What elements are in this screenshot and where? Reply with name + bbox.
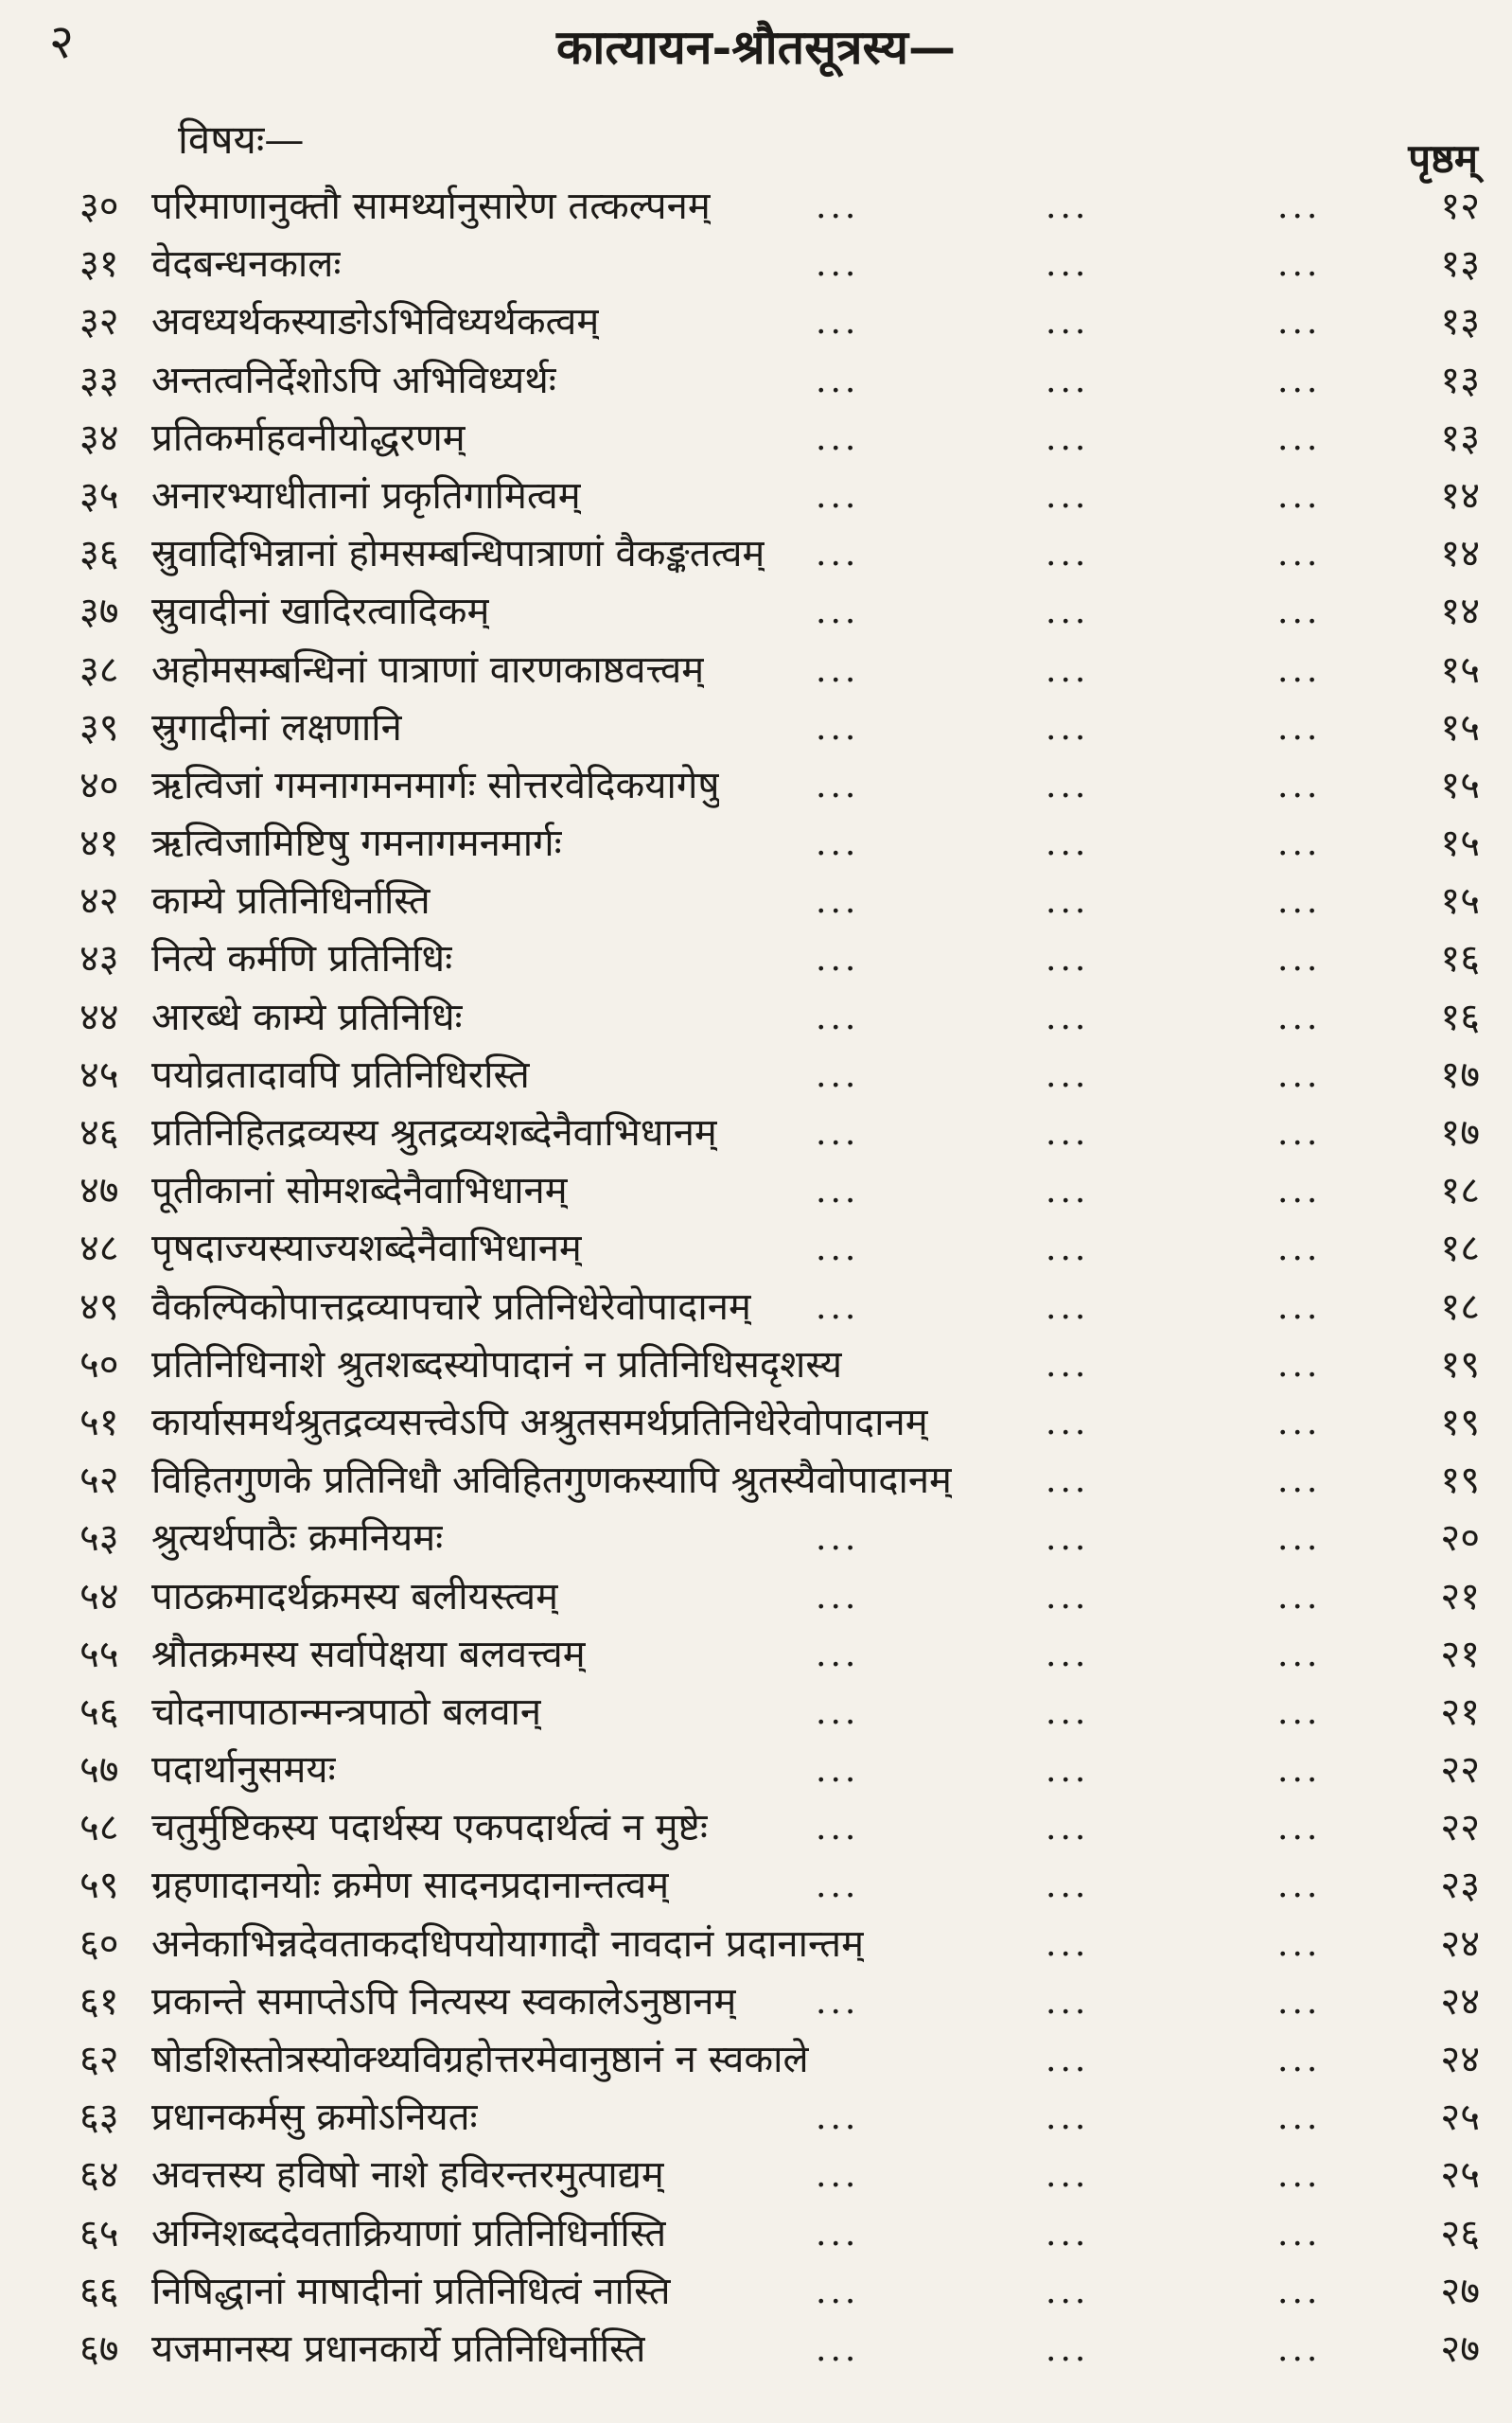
entry-number: ४४ <box>79 995 119 1039</box>
toc-row <box>0 1452 1512 1510</box>
leader-dots: ... <box>1046 1172 1090 1212</box>
entry-page: १३ <box>1440 242 1480 287</box>
entry-number: ५२ <box>79 1459 119 1503</box>
entry-title: नित्ये कर्मणि प्रतिनिधिः <box>151 937 453 982</box>
leader-dots: ... <box>1277 1924 1322 1964</box>
entry-title: यजमानस्य प्रधानकार्ये प्रतिनिधिर्नास्ति <box>151 2326 646 2371</box>
entry-page: १४ <box>1440 473 1480 518</box>
toc-row <box>0 1916 1512 1973</box>
leader-dots: ... <box>1277 2329 1322 2369</box>
leader-dots: ... <box>1046 2098 1090 2138</box>
entry-title: परिमाणानुक्तौ सामर्थ्यानुसारेण तत्कल्पनम् <box>151 185 711 228</box>
entry-number: ४५ <box>79 1052 119 1097</box>
leader-dots: ... <box>1046 766 1090 805</box>
leader-dots: ... <box>816 592 860 632</box>
entry-title: चतुर्मुष्टिकस्य पदार्थस्य एकपदार्थत्वं न मुष्टेः <box>151 1806 708 1850</box>
entry-page: २२ <box>1440 1806 1480 1850</box>
leader-dots: ... <box>816 940 860 980</box>
entry-page: २७ <box>1440 2326 1480 2371</box>
entry-title: प्रतिकर्माहवनीयोद्धरणम् <box>151 416 466 460</box>
toc-row <box>0 293 1512 351</box>
leader-dots: ... <box>1046 2156 1090 2196</box>
entry-title: अग्निशब्ददेवताक्रियाणां प्रतिनिधिर्नास्ति <box>151 2211 667 2255</box>
leader-dots: ... <box>1046 361 1090 400</box>
leader-dots: ... <box>816 708 860 748</box>
toc-row <box>0 1626 1512 1684</box>
entry-page: १९ <box>1440 1400 1480 1444</box>
toc-row <box>0 1510 1512 1567</box>
leader-dots: ... <box>1277 418 1322 458</box>
entry-title: स्रुगादीनां लक्षणानि <box>151 705 402 750</box>
toc-row <box>0 352 1512 410</box>
leader-dots: ... <box>1277 361 1322 400</box>
leader-dots: ... <box>1277 1635 1322 1674</box>
leader-dots: ... <box>816 882 860 922</box>
leader-dots: ... <box>1046 708 1090 748</box>
leader-dots: ... <box>816 1519 860 1559</box>
toc-row <box>0 2147 1512 2204</box>
leader-dots: ... <box>1046 1982 1090 2022</box>
entry-title: चोदनापाठान्मन्त्रपाठो बलवान् <box>151 1689 542 1734</box>
leader-dots: ... <box>1277 2272 1322 2311</box>
entry-number: ४३ <box>79 937 119 982</box>
leader-dots: ... <box>1046 650 1090 690</box>
toc-row <box>0 699 1512 757</box>
leader-dots: ... <box>1046 1924 1090 1964</box>
leader-dots: ... <box>1046 1055 1090 1095</box>
toc-row <box>0 2321 1512 2379</box>
toc-row <box>0 583 1512 641</box>
leader-dots: ... <box>1277 303 1322 343</box>
entry-page: १५ <box>1440 763 1480 807</box>
entry-title: पृषदाज्यस्याज्यशब्देनैवाभिधानम् <box>151 1227 582 1271</box>
leader-dots: ... <box>816 1287 860 1327</box>
toc-row <box>0 642 1512 699</box>
leader-dots: ... <box>816 361 860 400</box>
toc-row <box>0 1742 1512 1799</box>
entry-number: ३१ <box>79 242 119 287</box>
leader-dots: ... <box>1277 1866 1322 1906</box>
leader-dots: ... <box>816 2272 860 2311</box>
entry-number: ५९ <box>79 1864 119 1908</box>
entry-page: १६ <box>1440 995 1480 1039</box>
entry-page: १६ <box>1440 937 1480 982</box>
leader-dots: ... <box>1277 1982 1322 2022</box>
entry-number: ५४ <box>79 1574 119 1618</box>
entry-title: निषिद्धानां माषादीनां प्रतिनिधित्वं नास्ति <box>151 2269 671 2313</box>
leader-dots: ... <box>1046 940 1090 980</box>
leader-dots: ... <box>1277 1751 1322 1791</box>
toc-row <box>0 989 1512 1047</box>
leader-dots: ... <box>1046 1519 1090 1559</box>
page-number: २ <box>49 14 74 69</box>
leader-dots: ... <box>1046 1751 1090 1791</box>
leader-dots: ... <box>1277 245 1322 285</box>
entry-number: ४८ <box>79 1227 119 1271</box>
toc-row <box>0 1394 1512 1452</box>
leader-dots: ... <box>1277 2041 1322 2079</box>
leader-dots: ... <box>816 2156 860 2196</box>
entry-title: प्रतिनिहितद्रव्यस्य श्रुतद्रव्यशब्देनैवाभिधानम् <box>151 1111 717 1155</box>
entry-page: १५ <box>1440 822 1480 866</box>
leader-dots: ... <box>1046 2041 1090 2079</box>
entry-number: ६६ <box>79 2269 119 2313</box>
leader-dots: ... <box>1277 766 1322 805</box>
leader-dots: ... <box>816 998 860 1037</box>
entry-title: पूतीकानां सोमशब्देनैवाभिधानम् <box>151 1169 568 1213</box>
entry-number: ३५ <box>79 473 119 518</box>
leader-dots: ... <box>1277 187 1322 226</box>
entry-title: पदार्थानुसमयः <box>151 1748 336 1793</box>
leader-dots: ... <box>816 1982 860 2022</box>
entry-title: अनेकाभिन्नदेवताकदधिपयोयागादौ नावदानं प्रदानान्तम् <box>151 1921 864 1966</box>
entry-page: १९ <box>1440 1342 1480 1387</box>
entry-page: २७ <box>1440 2269 1480 2313</box>
leader-dots: ... <box>816 650 860 690</box>
entry-page: १२ <box>1440 185 1480 228</box>
entry-title: कार्यासमर्थश्रुतद्रव्यसत्त्वेऽपि अश्रुतसमर्थप्रतिनिधेरेवोपादानम् <box>151 1400 928 1444</box>
entry-title: स्रुवादिभिन्नानां होमसम्बन्धिपात्राणां वैकङ्कतत्वम् <box>151 532 765 576</box>
toc-row <box>0 1336 1512 1394</box>
entry-page: २० <box>1440 1516 1480 1561</box>
leader-dots: ... <box>1277 1345 1322 1385</box>
leader-dots: ... <box>816 1692 860 1732</box>
toc-row <box>0 815 1512 873</box>
leader-dots: ... <box>1277 708 1322 748</box>
leader-dots: ... <box>1277 1287 1322 1327</box>
leader-dots: ... <box>1277 1692 1322 1732</box>
entry-title: श्रुत्यर्थपाठैः क्रमनियमः <box>151 1516 444 1561</box>
leader-dots: ... <box>1046 187 1090 226</box>
entry-page: १८ <box>1440 1284 1480 1329</box>
toc-row <box>0 2205 1512 2263</box>
entry-page: २५ <box>1440 2096 1480 2140</box>
leader-dots: ... <box>1277 476 1322 516</box>
leader-dots: ... <box>816 2329 860 2369</box>
toc-row <box>0 468 1512 525</box>
entry-number: ५६ <box>79 1689 119 1734</box>
leader-dots: ... <box>816 824 860 864</box>
entry-number: ३९ <box>79 705 119 750</box>
entry-title: प्रकान्ते समाप्तेऽपि नित्यस्य स्वकालेऽनुष्ठानम् <box>151 1979 737 2024</box>
entry-page: १८ <box>1440 1227 1480 1271</box>
entry-title: काम्ये प्रतिनिधिर्नास्ति <box>151 879 431 924</box>
entry-page: २५ <box>1440 2153 1480 2198</box>
leader-dots: ... <box>1046 1866 1090 1906</box>
leader-dots: ... <box>1277 2098 1322 2138</box>
leader-dots: ... <box>1277 592 1322 632</box>
entry-number: ३६ <box>79 532 119 576</box>
entry-page: २४ <box>1440 1921 1480 1966</box>
entry-page: १५ <box>1440 705 1480 750</box>
entry-page: २६ <box>1440 2211 1480 2255</box>
entry-page: २४ <box>1440 1979 1480 2024</box>
entry-number: ४६ <box>79 1111 119 1155</box>
leader-dots: ... <box>816 1577 860 1617</box>
toc-row <box>0 930 1512 988</box>
entry-title: अनारभ्याधीतानां प्रकृतिगामित्वम् <box>151 473 581 518</box>
leader-dots: ... <box>1046 1809 1090 1848</box>
entry-title: षोडशिस्तोत्रस्योक्थ्यविग्रहोत्तरमेवानुष्ठानं न स्वकाले <box>151 2038 809 2081</box>
entry-number: ६२ <box>79 2038 119 2081</box>
entry-page: २१ <box>1440 1574 1480 1618</box>
leader-dots: ... <box>1046 2272 1090 2311</box>
leader-dots: ... <box>1046 1692 1090 1732</box>
leader-dots: ... <box>1277 1403 1322 1442</box>
leader-dots: ... <box>1277 535 1322 575</box>
leader-dots: ... <box>816 187 860 226</box>
entry-title: अन्तत्वनिर्देशोऽपि अभिविध्यर्थः <box>151 358 556 402</box>
leader-dots: ... <box>1046 303 1090 343</box>
toc-row <box>0 525 1512 583</box>
leader-dots: ... <box>1046 1461 1090 1501</box>
entry-title: अहोमसम्बन्धिनां पात्राणां वारणकाष्ठवत्त्वम् <box>151 647 705 692</box>
entry-page: १५ <box>1440 647 1480 692</box>
leader-dots: ... <box>816 2214 860 2254</box>
leader-dots: ... <box>816 1114 860 1153</box>
toc-row <box>0 236 1512 293</box>
entry-page: २१ <box>1440 1689 1480 1734</box>
entry-number: ४१ <box>79 822 119 866</box>
leader-dots: ... <box>816 535 860 575</box>
entry-page: १३ <box>1440 416 1480 460</box>
entry-number: ६५ <box>79 2211 119 2255</box>
leader-dots: ... <box>1046 2329 1090 2369</box>
leader-dots: ... <box>816 1866 860 1906</box>
leader-dots: ... <box>816 1229 860 1269</box>
leader-dots: ... <box>816 245 860 285</box>
leader-dots: ... <box>1046 824 1090 864</box>
entry-page: १७ <box>1440 1111 1480 1155</box>
toc-row <box>0 1105 1512 1162</box>
entry-title: वेदबन्धनकालः <box>151 242 342 287</box>
leader-dots: ... <box>1046 1577 1090 1617</box>
entry-title: ऋत्विजां गमनागमनमार्गः सोत्तरवेदिकयागेषु <box>151 763 720 807</box>
leader-dots: ... <box>1277 1172 1322 1212</box>
entry-number: ३२ <box>79 300 119 345</box>
entry-number: ५७ <box>79 1748 119 1793</box>
entry-page: २३ <box>1440 1864 1480 1908</box>
leader-dots: ... <box>1046 1345 1090 1385</box>
toc-row <box>0 1973 1512 2031</box>
entry-page: १९ <box>1440 1459 1480 1503</box>
leader-dots: ... <box>1046 1287 1090 1327</box>
entry-page: २१ <box>1440 1632 1480 1676</box>
entry-number: ५१ <box>79 1400 119 1444</box>
leader-dots: ... <box>1277 1577 1322 1617</box>
toc-row <box>0 1047 1512 1105</box>
leader-dots: ... <box>1277 882 1322 922</box>
entry-title: ऋत्विजामिष्टिषु गमनागमनमार्गः <box>151 822 562 866</box>
leader-dots: ... <box>1046 1229 1090 1269</box>
entry-number: ४७ <box>79 1169 119 1213</box>
leader-dots: ... <box>1046 476 1090 516</box>
leader-dots: ... <box>816 476 860 516</box>
entry-number: ४२ <box>79 879 119 924</box>
entry-title: स्रुवादीनां खादिरत्वादिकम् <box>151 590 490 634</box>
entry-number: ३३ <box>79 358 119 402</box>
toc-row <box>0 1568 1512 1626</box>
entry-title: पाठक्रमादर्थक्रमस्य बलीयस्त्वम् <box>151 1574 559 1618</box>
entry-title: वैकल्पिकोपात्तद्रव्यापचारे प्रतिनिधेरेवोपादानम् <box>151 1284 751 1329</box>
entry-title: प्रधानकर्मसु क्रमोऽनियतः <box>151 2096 478 2140</box>
entry-page: १५ <box>1440 879 1480 924</box>
toc-row <box>0 1684 1512 1742</box>
leader-dots: ... <box>1277 998 1322 1037</box>
entry-title: ग्रहणादानयोः क्रमेण सादनप्रदानान्तत्वम् <box>151 1864 670 1908</box>
toc-row <box>0 2089 1512 2147</box>
entry-page: १७ <box>1440 1052 1480 1097</box>
entry-title: अवत्तस्य हविषो नाशे हविरन्तरमुत्पाद्यम् <box>151 2153 664 2198</box>
leader-dots: ... <box>1046 1635 1090 1674</box>
toc-row <box>0 2031 1512 2089</box>
entry-number: ३८ <box>79 647 119 692</box>
toc-row <box>0 178 1512 236</box>
leader-dots: ... <box>816 1809 860 1848</box>
toc-row <box>0 410 1512 468</box>
leader-dots: ... <box>1046 998 1090 1037</box>
subject-label: विषयः— <box>178 116 305 163</box>
leader-dots: ... <box>1046 882 1090 922</box>
entry-title: श्रौतक्रमस्य सर्वापेक्षया बलवत्त्वम् <box>151 1632 586 1676</box>
leader-dots: ... <box>1277 940 1322 980</box>
entry-page: १४ <box>1440 590 1480 634</box>
leader-dots: ... <box>1277 2214 1322 2254</box>
leader-dots: ... <box>1277 1055 1322 1095</box>
leader-dots: ... <box>816 418 860 458</box>
entry-number: ६४ <box>79 2153 119 2198</box>
entry-page: १४ <box>1440 532 1480 576</box>
leader-dots: ... <box>1046 418 1090 458</box>
toc-row <box>0 1279 1512 1336</box>
leader-dots: ... <box>816 766 860 805</box>
leader-dots: ... <box>1046 592 1090 632</box>
entry-number: ५० <box>79 1342 119 1387</box>
leader-dots: ... <box>1046 535 1090 575</box>
entry-page: १३ <box>1440 358 1480 402</box>
leader-dots: ... <box>816 1751 860 1791</box>
entry-title: विहितगुणके प्रतिनिधौ अविहितगुणकस्यापि श्रुतस्यैवोपादानम् <box>151 1459 952 1503</box>
page-column-header: पृष्ठम् <box>1408 135 1478 182</box>
leader-dots: ... <box>1277 650 1322 690</box>
toc-row <box>0 1220 1512 1278</box>
entry-page: १३ <box>1440 300 1480 345</box>
entry-number: ५५ <box>79 1632 119 1676</box>
entry-number: ५८ <box>79 1806 119 1850</box>
leader-dots: ... <box>1277 1114 1322 1153</box>
entry-number: ४९ <box>79 1284 119 1329</box>
toc-row <box>0 1162 1512 1220</box>
entry-page: १८ <box>1440 1169 1480 1213</box>
leader-dots: ... <box>1277 1519 1322 1559</box>
entry-number: ६० <box>79 1921 119 1966</box>
table-of-contents <box>0 178 1512 2379</box>
entry-number: ३४ <box>79 416 119 460</box>
leader-dots: ... <box>1277 824 1322 864</box>
leader-dots: ... <box>816 1055 860 1095</box>
leader-dots: ... <box>1046 1403 1090 1442</box>
leader-dots: ... <box>816 1172 860 1212</box>
entry-page: २४ <box>1440 2038 1480 2081</box>
entry-page: २२ <box>1440 1748 1480 1793</box>
leader-dots: ... <box>1277 1461 1322 1501</box>
leader-dots: ... <box>816 2098 860 2138</box>
leader-dots: ... <box>1277 2156 1322 2196</box>
leader-dots: ... <box>1046 245 1090 285</box>
leader-dots: ... <box>1277 1229 1322 1269</box>
toc-row <box>0 1857 1512 1915</box>
entry-number: ३० <box>79 185 119 228</box>
entry-title: प्रतिनिधिनाशे श्रुतशब्दस्योपादानं न प्रतिनिधिसदृशस्य <box>151 1342 843 1387</box>
leader-dots: ... <box>816 1635 860 1674</box>
entry-number: ६७ <box>79 2326 119 2371</box>
page-title: कात्यायन-श्रौतसूत्रस्य— <box>555 19 956 75</box>
entry-title: पयोव्रतादावपि प्रतिनिधिरस्ति <box>151 1052 530 1097</box>
leader-dots: ... <box>1046 2214 1090 2254</box>
leader-dots: ... <box>816 303 860 343</box>
entry-number: ५३ <box>79 1516 119 1561</box>
leader-dots: ... <box>1046 1114 1090 1153</box>
toc-row <box>0 2263 1512 2321</box>
entry-number: ६१ <box>79 1979 119 2024</box>
toc-row <box>0 873 1512 930</box>
entry-title: आरब्धे काम्ये प्रतिनिधिः <box>151 995 463 1039</box>
entry-number: ३७ <box>79 590 119 634</box>
entry-number: ६३ <box>79 2096 119 2140</box>
toc-row <box>0 1799 1512 1857</box>
entry-number: ४० <box>79 763 119 807</box>
leader-dots: ... <box>1277 1809 1322 1848</box>
entry-title: अवध्यर्थकस्याङोऽभिविध्यर्थकत्वम् <box>151 300 600 345</box>
toc-row <box>0 757 1512 815</box>
